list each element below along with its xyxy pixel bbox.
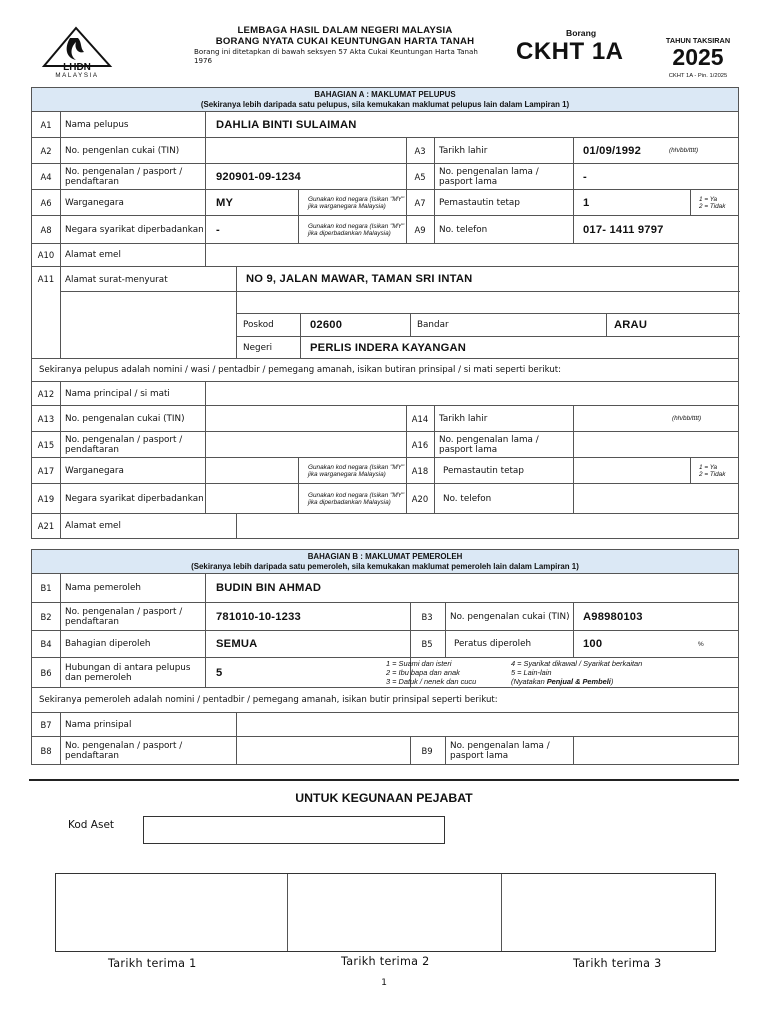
row-a10 <box>31 244 739 267</box>
field-number: A14 <box>411 413 429 424</box>
no-pengenalan-lama-prinsipal-b-input[interactable] <box>583 737 733 764</box>
nama-pemeroleh-input[interactable]: BUDIN BIN AHMAD <box>216 582 322 594</box>
field-number: A7 <box>414 197 426 208</box>
kod-aset-label: Kod Aset <box>68 819 115 831</box>
field-number: A4 <box>40 171 52 182</box>
field-label: No. pengenalan / pasport / pendaftaran <box>65 606 183 627</box>
bandar-input[interactable]: ARAU <box>614 318 648 331</box>
row-a6-a7 <box>31 190 739 216</box>
field-label: No. pengenalan / pasport / pendaftaran <box>65 166 183 187</box>
pemastautin-tetap-prinsipal-input[interactable] <box>583 458 663 483</box>
field-label: No. telefon <box>443 493 492 504</box>
field-label: No. telefon <box>439 224 488 235</box>
field-label: Alamat emel <box>65 250 121 260</box>
alamat-emel-prinsipal-input[interactable] <box>246 514 726 538</box>
field-label: No. pengenalan lama / pasport lama <box>439 434 539 455</box>
bandar-label: Bandar <box>417 319 449 330</box>
row-b1 <box>31 574 739 603</box>
field-label: Warganegara <box>65 465 124 476</box>
field-number: A10 <box>37 250 55 260</box>
field-label: No. pengenalan / pasport / pendaftaran <box>65 434 183 455</box>
nama-prinsipal-input[interactable] <box>216 382 726 405</box>
tarikh-terima-1-box[interactable] <box>55 873 286 952</box>
date-format-hint: (hh/bb/tttt) <box>672 415 702 422</box>
no-pengenalan-pemeroleh-input[interactable]: 781010-10-1233 <box>216 610 301 623</box>
row-nominee-note-a <box>31 359 739 382</box>
lhdn-logo <box>40 26 114 78</box>
warganegara-prinsipal-input[interactable] <box>216 458 296 483</box>
field-label: No. pengenalan cukai (TIN) <box>65 413 185 424</box>
page-number: 1 <box>381 977 387 988</box>
field-label: No. pengenalan / pasport / pendaftaran <box>65 740 183 761</box>
section-a-subtitle: (Sekiranya lebih daripada satu pelupus, sila kemukakan maklumat pelupus lain dalam Lampiran 1) <box>200 100 570 109</box>
borang-label: Borang <box>566 28 597 38</box>
section-b-title: BAHAGIAN B : MAKLUMAT PEMEROLEH <box>307 552 463 561</box>
field-number: A19 <box>37 493 55 504</box>
field-number: A5 <box>414 171 426 182</box>
field-number: A1 <box>40 119 52 130</box>
field-number: A6 <box>40 197 52 208</box>
no-telefon-input[interactable]: 017- 1411 9797 <box>583 223 664 236</box>
negeri-input[interactable]: PERLIS INDERA KAYANGAN <box>310 341 467 354</box>
option-4: 4 = Syarikat dikawal / Syarikat berkaitan <box>511 659 643 668</box>
field-number: B9 <box>421 745 433 756</box>
row-a2-a3 <box>31 138 739 164</box>
field-number: B4 <box>40 639 52 649</box>
field-number: A3 <box>414 145 426 156</box>
field-number: B2 <box>40 611 52 622</box>
form-pin: CKHT 1A - Pin. 1/2025 <box>668 73 728 79</box>
tarikh-terima-2-box[interactable] <box>287 873 501 952</box>
warganegara-input[interactable]: MY <box>216 196 234 209</box>
field-number: A13 <box>37 413 55 424</box>
field-number: A9 <box>414 224 426 235</box>
field-number: A21 <box>37 521 55 531</box>
alamat-line-1-input[interactable]: NO 9, JALAN MAWAR, TAMAN SRI INTAN <box>246 273 473 285</box>
negeri-label: Negeri <box>243 342 273 353</box>
field-label: Alamat surat-menyurat <box>65 275 168 285</box>
date-format-hint: (hh/bb/tttt) <box>669 147 699 154</box>
field-label: Nama pemeroleh <box>65 583 141 593</box>
section-a-header <box>31 87 739 112</box>
poskod-input[interactable]: 02600 <box>310 318 343 331</box>
tin-prinsipal-input[interactable] <box>216 406 406 431</box>
field-label: No. pengenalan cukai (TIN) <box>450 611 570 622</box>
option-6-prefix: (Nyatakan <box>511 677 547 686</box>
negara-syarikat-prinsipal-input[interactable] <box>216 484 296 513</box>
kod-aset-input[interactable] <box>143 816 445 844</box>
form-title: BORANG NYATA CUKAI KEUNTUNGAN HARTA TANAH <box>215 36 475 47</box>
row-a11 <box>31 267 739 359</box>
tarikh-terima-3-box[interactable] <box>501 873 716 952</box>
country-code-hint: Gunakan kod negara (Isikan "MY" jika warganegara Malaysia) <box>308 463 405 478</box>
row-a12 <box>31 382 739 406</box>
field-number: B5 <box>421 639 433 649</box>
ya-tidak-hint: 1 = Ya 2 = Tidak <box>699 195 726 210</box>
svg-text:LHDN: LHDN <box>63 62 91 73</box>
field-label: No. pengenlan cukai (TIN) <box>65 145 180 156</box>
svg-text:MALAYSIA: MALAYSIA <box>55 72 99 78</box>
field-label: Pemastautin tetap <box>439 197 520 208</box>
field-number: A16 <box>411 439 429 450</box>
field-number: A11 <box>37 274 55 284</box>
row-b7 <box>31 713 739 737</box>
row-a19-a20 <box>31 484 739 514</box>
row-a13-a14 <box>31 406 739 432</box>
row-a17-a18 <box>31 458 739 484</box>
field-label: Negara syarikat diperbadankan <box>65 224 204 235</box>
row-a15-a16 <box>31 432 739 458</box>
nominee-note: Sekiranya pemeroleh adalah nomini / pentadbir / pemegang amanah, isikan butir prinsipal seperti berikut: <box>39 695 498 705</box>
field-label: Nama prinsipal <box>65 719 132 730</box>
nama-pelupus-input[interactable]: DAHLIA BINTI SULAIMAN <box>216 118 357 131</box>
field-label: Nama pelupus <box>65 119 129 130</box>
no-pengenalan-input[interactable]: 920901-09-1234 <box>216 170 301 183</box>
relationship-options-left <box>386 659 516 686</box>
percent-unit: % <box>698 640 704 648</box>
field-number: A2 <box>40 145 52 156</box>
tarikh-lahir-prinsipal-input[interactable] <box>583 406 663 431</box>
row-b4-b5 <box>31 631 739 658</box>
field-label: Tarikh lahir <box>439 413 488 424</box>
tarikh-terima-3-label: Tarikh terima 3 <box>573 957 662 970</box>
row-b6 <box>31 658 739 688</box>
field-number: A8 <box>40 224 52 235</box>
row-b2-b3 <box>31 603 739 631</box>
option-5: 5 = Lain-lain <box>511 668 552 677</box>
tarikh-lahir-input[interactable]: 01/09/1992 <box>583 144 641 157</box>
no-pengenalan-prinsipal-input[interactable] <box>216 432 406 457</box>
no-telefon-prinsipal-input[interactable] <box>583 484 733 513</box>
option-6-note <box>511 677 711 686</box>
no-pengenalan-lama-prinsipal-input[interactable] <box>583 432 733 457</box>
nominee-note: Sekiranya pelupus adalah nomini / wasi / pentadbir / pemegang amanah, isikan butiran prinsipal / si mati seperti berikut: <box>39 365 562 375</box>
field-number: B6 <box>40 667 52 678</box>
field-label: Peratus diperoleh <box>454 639 532 649</box>
peratus-diperoleh-input[interactable]: 100 <box>583 638 603 650</box>
option-1: 1 = Suami dan isteri <box>386 659 452 668</box>
relationship-options-right <box>511 659 711 686</box>
option-2: 2 = Ibu bapa dan anak <box>386 668 460 677</box>
hubungan-input[interactable]: 5 <box>216 666 223 679</box>
field-label: Tarikh lahir <box>439 145 488 156</box>
bahagian-diperoleh-input[interactable]: SEMUA <box>216 638 258 650</box>
row-a4-a5 <box>31 164 739 190</box>
field-number: A12 <box>37 388 55 399</box>
option-6-bold: Penjual & Pembeli <box>546 677 611 686</box>
office-use-title: UNTUK KEGUNAAN PEJABAT <box>295 791 473 805</box>
option-3: 3 = Datuk / nenek dan cucu <box>386 677 477 686</box>
section-divider <box>29 779 739 781</box>
tin-pelupus-input[interactable] <box>216 138 406 163</box>
field-number: B8 <box>40 745 52 756</box>
tahun-taksiran-value: 2025 <box>672 44 724 70</box>
poskod-label: Poskod <box>243 319 274 330</box>
tahun-taksiran-label: TAHUN TAKSIRAN <box>665 36 731 45</box>
field-label: Alamat emel <box>65 521 121 531</box>
field-label: No. pengenalan lama / pasport lama <box>439 166 539 187</box>
section-a-title: BAHAGIAN A : MAKLUMAT PELUPUS <box>314 90 456 99</box>
row-a21 <box>31 514 739 539</box>
field-number: B7 <box>40 719 52 730</box>
country-code-hint: Gunakan kod negara (Isikan "MY" jika diperbadankan Malaysia) <box>308 222 405 237</box>
section-b-subtitle: (Sekiranya lebih daripada satu pemeroleh, sila kemukakan maklumat pemeroleh lain dalam Lampiran 1) <box>191 562 579 571</box>
ya-tidak-hint: 1 = Ya 2 = Tidak <box>699 463 726 478</box>
country-code-hint: Gunakan kod negara (Isikan "MY" jika warganegara Malaysia) <box>308 195 405 210</box>
field-label: Bahagian diperoleh <box>65 639 151 649</box>
no-pengenalan-prinsipal-b-input[interactable] <box>246 737 406 764</box>
field-label: Pemastautin tetap <box>443 465 524 476</box>
pemastautin-tetap-input[interactable]: 1 <box>583 196 590 209</box>
tarikh-terima-1-label: Tarikh terima 1 <box>108 957 197 970</box>
field-number: A17 <box>37 465 55 476</box>
field-label: Negara syarikat diperbadankan <box>65 493 204 504</box>
field-label: Warganegara <box>65 197 124 208</box>
option-6-suffix: ) <box>610 677 614 686</box>
tarikh-terima-2-label: Tarikh terima 2 <box>341 955 430 968</box>
field-number: A15 <box>37 439 55 450</box>
row-a8-a9 <box>31 216 739 244</box>
tin-pemeroleh-input[interactable]: A98980103 <box>583 610 643 623</box>
field-number: B1 <box>40 583 52 593</box>
negara-syarikat-input[interactable]: - <box>216 223 220 236</box>
section-b-header <box>31 549 739 574</box>
row-b8-b9 <box>31 737 739 765</box>
country-code-hint: Gunakan kod negara (Isikan "MY" jika diperbadankan Malaysia) <box>308 491 405 506</box>
form-legal-note: Borang ini ditetapkan di bawah seksyen 57 Akta Cukai Keuntungan Harta Tanah 1976 <box>194 47 478 65</box>
alamat-line-2-input[interactable] <box>246 291 736 313</box>
row-nominee-note-b <box>31 688 739 713</box>
no-pengenalan-lama-input[interactable]: - <box>583 170 587 183</box>
field-number: A20 <box>411 493 429 504</box>
field-label: Nama principal / si mati <box>65 388 170 399</box>
borang-code: CKHT 1A <box>516 38 624 65</box>
field-number: B3 <box>421 611 433 622</box>
field-number: A18 <box>411 465 429 476</box>
field-label: Hubungan di antara pelupus dan pemeroleh <box>65 662 191 683</box>
alamat-emel-input[interactable] <box>216 244 726 266</box>
row-a1 <box>31 112 739 138</box>
org-name: LEMBAGA HASIL DALAM NEGERI MALAYSIA <box>237 25 453 36</box>
nama-prinsipal-pemeroleh-input[interactable] <box>246 713 726 736</box>
field-label: No. pengenalan lama / pasport lama <box>450 740 550 761</box>
